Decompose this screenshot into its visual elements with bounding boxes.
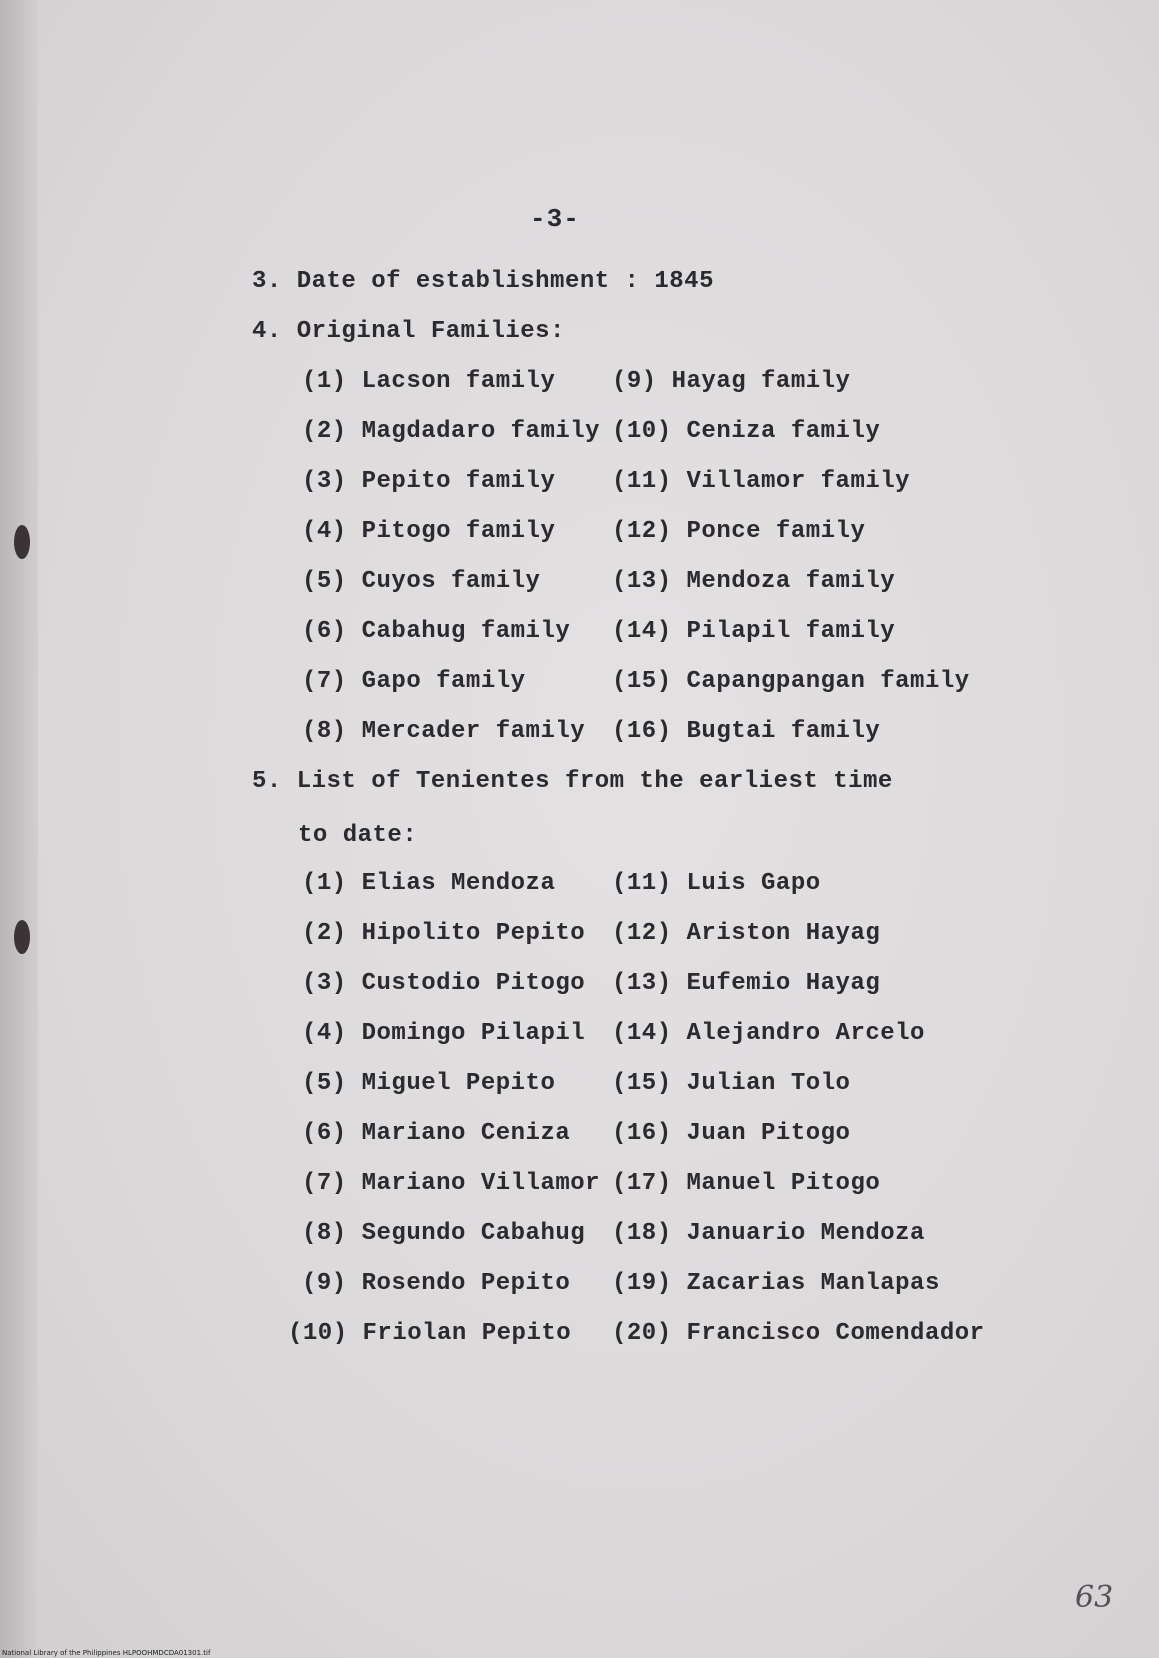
family-item: (11) Villamor family (612, 468, 911, 495)
family-item: (3) Pepito family (302, 468, 556, 495)
teniente-item: (6) Mariano Ceniza (302, 1120, 571, 1147)
family-item: (12) Ponce family (612, 518, 866, 545)
teniente-item: (4) Domingo Pilapil (302, 1020, 586, 1047)
teniente-item: (20) Francisco Comendador (612, 1320, 985, 1347)
teniente-item: (18) Januario Mendoza (612, 1220, 925, 1247)
teniente-item: (11) Luis Gapo (612, 870, 821, 897)
family-item: (15) Capangpangan family (612, 668, 970, 695)
page-number: -3- (530, 204, 580, 234)
family-item: (2) Magdadaro family (302, 418, 601, 445)
family-item: (14) Pilapil family (612, 618, 896, 645)
teniente-item: (3) Custodio Pitogo (302, 970, 586, 997)
teniente-item: (16) Juan Pitogo (612, 1120, 851, 1147)
family-item: (10) Ceniza family (612, 418, 881, 445)
tenientes-heading: 5. List of Tenientes from the earliest time (252, 768, 893, 795)
handwritten-page-number: 63 (1075, 1580, 1114, 1615)
archive-footer: National Library of the Philippines HLPOOHMDCDA01301.tif (2, 1649, 211, 1657)
family-item: (5) Cuyos family (302, 568, 541, 595)
family-item: (6) Cabahug family (302, 618, 571, 645)
teniente-item: (7) Mariano Villamor (302, 1170, 601, 1197)
teniente-item: (13) Eufemio Hayag (612, 970, 881, 997)
teniente-item: (15) Julian Tolo (612, 1070, 851, 1097)
teniente-item: (10) Friolan Pepito (288, 1320, 572, 1347)
family-item: (16) Bugtai family (612, 718, 881, 745)
teniente-item: (12) Ariston Hayag (612, 920, 881, 947)
teniente-item: (1) Elias Mendoza (302, 870, 556, 897)
family-item: (1) Lacson family (302, 368, 556, 395)
teniente-item: (5) Miguel Pepito (302, 1070, 556, 1097)
family-item: (7) Gapo family (302, 668, 526, 695)
binding-edge (0, 0, 38, 1658)
punch-hole (14, 920, 30, 954)
tenientes-heading-cont: to date: (298, 822, 418, 849)
date-of-establishment: 3. Date of establishment : 1845 (252, 268, 714, 295)
teniente-item: (14) Alejandro Arcelo (612, 1020, 925, 1047)
teniente-item: (17) Manuel Pitogo (612, 1170, 881, 1197)
teniente-item: (9) Rosendo Pepito (302, 1270, 571, 1297)
family-item: (9) Hayag family (612, 368, 851, 395)
family-item: (13) Mendoza family (612, 568, 896, 595)
teniente-item: (8) Segundo Cabahug (302, 1220, 586, 1247)
original-families-heading: 4. Original Families: (252, 318, 565, 345)
teniente-item: (19) Zacarias Manlapas (612, 1270, 940, 1297)
punch-hole (14, 525, 30, 559)
family-item: (4) Pitogo family (302, 518, 556, 545)
family-item: (8) Mercader family (302, 718, 586, 745)
teniente-item: (2) Hipolito Pepito (302, 920, 586, 947)
